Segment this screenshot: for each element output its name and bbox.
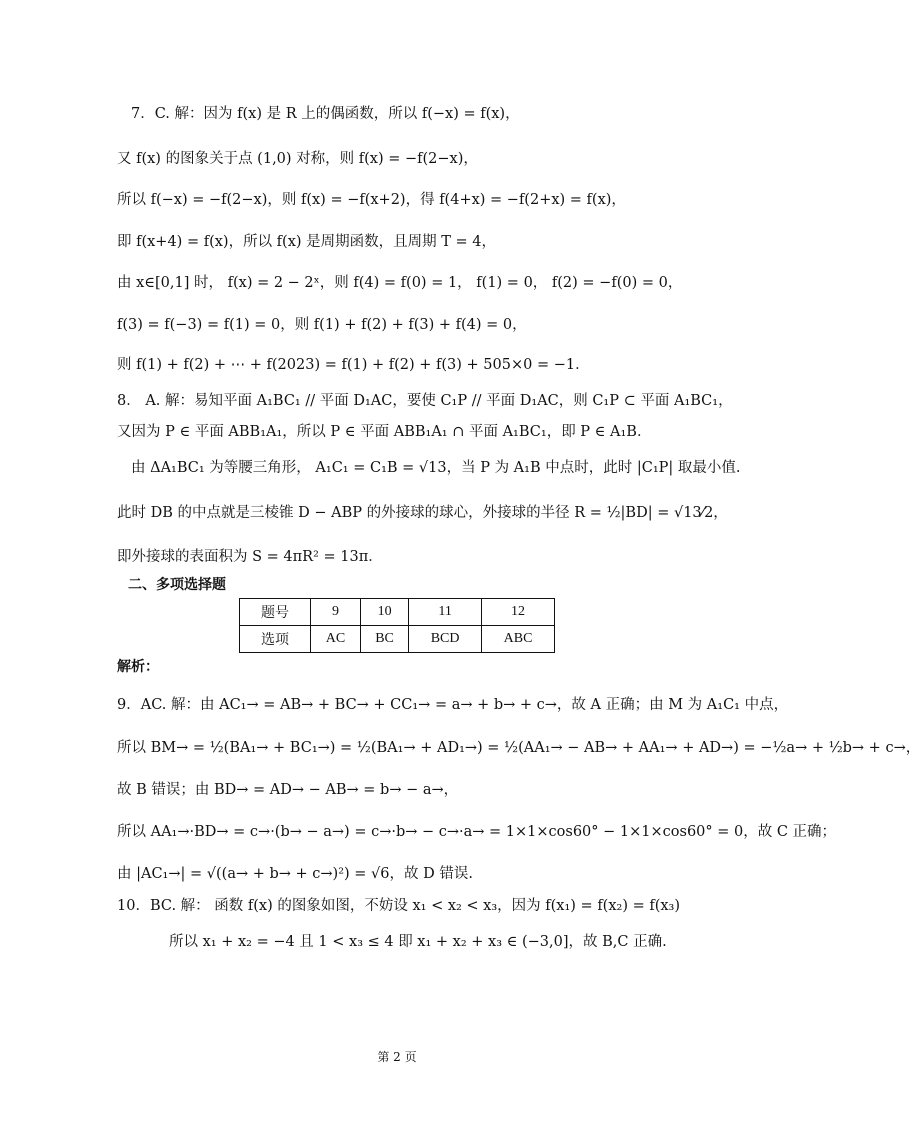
table-cell: BCD — [409, 626, 482, 653]
solution-9-line-4: 所以 AA₁→·BD→ = c→·(b→ − a→) = c→·b→ − c→·a→ = 1×1×cos60° − 1×1×cos60° = 0，故 C 正确； — [117, 824, 837, 840]
solution-8-line-5: 即外接球的表面积为 S = 4πR² = 13π． — [117, 549, 383, 565]
solution-10-line-2: 所以 x₁ + x₂ = −4 且 1 < x₃ ≤ 4 即 x₁ + x₂ + x₃ ∈ (−3,0]，故 B,C 正确. — [169, 934, 667, 950]
solution-7-line-2: 又 f(x) 的图象关于点 (1,0) 对称，则 f(x) = −f(2−x)， — [117, 151, 478, 167]
solution-8-line-3: 由 ΔA₁BC₁ 为等腰三角形， A₁C₁ = C₁B = √13，当 P 为 A₁B 中点时，此时 |C₁P| 取最小值. — [131, 460, 741, 476]
table-cell: 9 — [310, 599, 360, 626]
solution-9-line-1: 9．AC. 解：由 AC₁→ = AB→ + BC→ + CC₁→ = a→ + b→ + c→，故 A 正确；由 M 为 A₁C₁ 中点， — [117, 697, 789, 713]
solution-10-line-1: 10．BC. 解： 函数 f(x) 的图象如图，不妨设 x₁ < x₂ < x₃，因为 f(x₁) = f(x₂) = f(x₃) — [117, 898, 681, 914]
table-cell: 选项 — [240, 626, 311, 653]
solution-7-line-1: 7．C. 解：因为 f(x) 是 R 上的偶函数，所以 f(−x) = f(x)， — [131, 106, 520, 122]
table-cell: 题号 — [240, 599, 311, 626]
solution-7-line-3: 所以 f(−x) = −f(2−x)，则 f(x) = −f(x+2)，得 f(4+x) = −f(2+x) = f(x)， — [117, 192, 626, 208]
table-cell: ABC — [482, 626, 555, 653]
table-cell: 12 — [482, 599, 555, 626]
answer-table-options-row — [240, 626, 555, 653]
solution-8-line-4: 此时 DB 的中点就是三棱锥 D − ABP 的外接球的球心，外接球的半径 R = ½|BD| = √13⁄2， — [117, 505, 728, 521]
answer-table-header-row — [240, 599, 555, 626]
solution-8-line-1: 8． A. 解：易知平面 A₁BC₁ // 平面 D₁AC，要使 C₁P // 平面 D₁AC，则 C₁P ⊂ 平面 A₁BC₁， — [117, 393, 733, 409]
section-heading: 二、多项选择题 — [128, 577, 226, 593]
solution-7-line-6: f(3) = f(−3) = f(1) = 0，则 f(1) + f(2) + f(3) + f(4) = 0， — [117, 317, 527, 333]
table-cell: 10 — [360, 599, 408, 626]
solution-9-line-3: 故 B 错误；由 BD→ = AD→ − AB→ = b→ − a→， — [117, 782, 459, 798]
page-footer: 第 2 页 — [377, 1050, 417, 1064]
solution-8-line-2: 又因为 P ∈ 平面 ABB₁A₁，所以 P ∈ 平面 ABB₁A₁ ∩ 平面 A₁BC₁，即 P ∈ A₁B． — [117, 424, 652, 440]
table-cell: AC — [310, 626, 360, 653]
solution-7-line-7: 则 f(1) + f(2) + ⋯ + f(2023) = f(1) + f(2) + f(3) + 505×0 = −1． — [117, 357, 590, 373]
table-cell: 11 — [409, 599, 482, 626]
solution-9-line-2: 所以 BM→ = ½(BA₁→ + BC₁→) = ½(BA₁→ + AD₁→) = ½(AA₁→ − AB→ + AA₁→ + AD→) = −½a→ + ½b→ + c→， — [117, 740, 920, 756]
analysis-label: 解析： — [117, 659, 159, 675]
solution-9-line-5: 由 |AC₁→| = √((a→ + b→ + c→)²) = √6，故 D 错误. — [117, 866, 473, 882]
table-cell: BC — [360, 626, 408, 653]
solution-7-line-5: 由 x∈[0,1] 时， f(x) = 2 − 2ˣ，则 f(4) = f(0) = 1， f(1) = 0， f(2) = −f(0) = 0， — [117, 275, 683, 291]
solution-7-line-4: 即 f(x+4) = f(x)，所以 f(x) 是周期函数，且周期 T = 4， — [117, 234, 497, 250]
answer-table — [239, 598, 555, 653]
